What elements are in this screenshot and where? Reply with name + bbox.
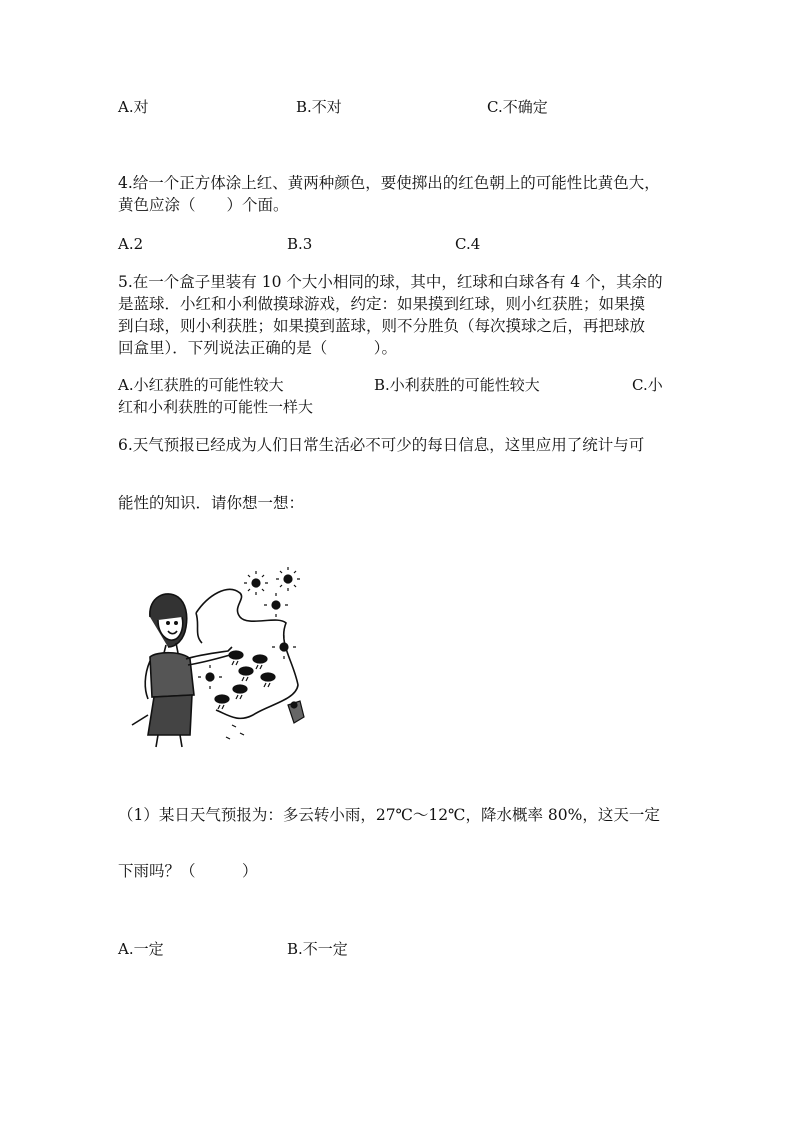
q5-option-c-continued[interactable]: 红和小利获胜的可能性一样大 bbox=[118, 398, 314, 416]
q6-text-line2: 能性的知识．请你想一想： bbox=[118, 494, 305, 512]
q5-text-line3: 到白球，则小利获胜；如果摸到蓝球，则不分胜负（每次摸球之后，再把球放 bbox=[118, 317, 646, 335]
q4-text-line2: 黄色应涂（ ）个面。 bbox=[118, 196, 289, 214]
q5-option-a[interactable]: A.小红获胜的可能性较大 bbox=[118, 376, 284, 394]
weather-forecaster-illustration bbox=[128, 565, 328, 750]
q4-option-b[interactable]: B.3 bbox=[287, 235, 313, 253]
q3-option-b[interactable]: B.不对 bbox=[296, 98, 342, 116]
q6-sub1-text-line2: 下雨吗？（ ） bbox=[118, 862, 258, 880]
q4-option-a[interactable]: A.2 bbox=[118, 235, 144, 253]
q5-option-b[interactable]: B.小利获胜的可能性较大 bbox=[374, 376, 540, 394]
q6-text-line1: 6.天气预报已经成为人们日常生活必不可少的每日信息，这里应用了统计与可 bbox=[118, 436, 645, 454]
q5-text-line2: 是蓝球．小红和小利做摸球游戏，约定：如果摸到红球，则小红获胜；如果摸 bbox=[118, 295, 646, 313]
q5-text-line4: 回盒里）．下列说法正确的是（ ）。 bbox=[118, 339, 398, 357]
q5-option-c[interactable]: C.小 bbox=[632, 376, 663, 394]
q6-sub1-text-line1: （1）某日天气预报为：多云转小雨，27℃～12℃，降水概率 80%，这天一定 bbox=[118, 806, 660, 824]
q4-text-line1: 4.给一个正方体涂上红、黄两种颜色，要使掷出的红色朝上的可能性比黄色大， bbox=[118, 174, 660, 192]
q4-option-c[interactable]: C.4 bbox=[455, 235, 481, 253]
q6-sub1-option-b[interactable]: B.不一定 bbox=[287, 940, 348, 958]
q6-sub1-option-a[interactable]: A.一定 bbox=[118, 940, 164, 958]
q3-option-c[interactable]: C.不确定 bbox=[487, 98, 548, 116]
q5-text-line1: 5.在一个盒子里装有 10 个大小相同的球，其中，红球和白球各有 4 个，其余的 bbox=[118, 273, 663, 291]
q3-option-a[interactable]: A.对 bbox=[118, 98, 149, 116]
